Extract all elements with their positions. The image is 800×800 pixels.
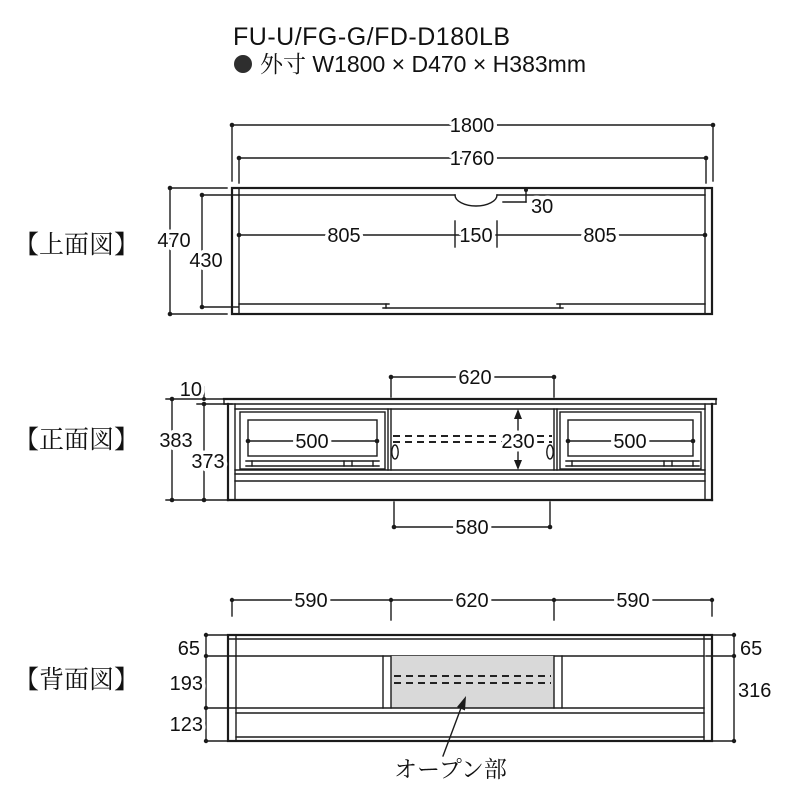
dim-text-383: 383	[159, 430, 193, 452]
dim-back-left-123	[170, 708, 227, 743]
dim-text-150: 150	[459, 225, 493, 247]
dim-text-500-right: 500	[613, 431, 647, 453]
top-view	[14, 115, 715, 316]
dim-text-230: 230	[501, 431, 535, 453]
model-number: FU-U/FG-G/FD-D180LB	[233, 23, 511, 51]
dim-text-590-left: 590	[294, 590, 328, 612]
back-view-label: 【背面図】	[14, 666, 140, 694]
back-view	[14, 590, 771, 782]
dim-opening-top-620	[389, 367, 557, 397]
dim-text-65-left: 65	[177, 638, 200, 660]
dim-text-193: 193	[169, 673, 203, 695]
right-drawer	[560, 412, 701, 469]
door-handle-left-icon	[392, 445, 398, 459]
dim-text-500-left: 500	[295, 431, 329, 453]
dim-text-430: 430	[189, 250, 223, 272]
dim-text-470: 470	[157, 230, 191, 252]
front-view	[14, 367, 716, 539]
dim-text-316: 316	[738, 680, 772, 702]
front-view-label: 【正面図】	[14, 426, 140, 454]
dim-body-height-373	[191, 402, 232, 503]
dim-text-123: 123	[169, 714, 203, 736]
dim-text-620-front: 620	[458, 367, 492, 389]
outer-dimensions-text: 外寸 W1800 × D470 × H383mm	[260, 51, 586, 77]
dim-text-620-back: 620	[455, 590, 489, 612]
back-view-body	[228, 635, 712, 741]
dim-text-590-right: 590	[616, 590, 650, 612]
dim-overall-height-383	[159, 397, 227, 503]
bullet-icon	[234, 55, 252, 73]
door-handle-right-icon	[547, 445, 553, 459]
dim-depth-430	[189, 193, 238, 310]
top-view-body	[232, 188, 712, 314]
dim-inner-width-1760	[237, 148, 709, 183]
dim-opening-bottom-580	[392, 502, 553, 539]
dim-text-373: 373	[191, 451, 225, 473]
dim-text-65-right: 65	[740, 638, 763, 660]
dim-back-widths	[230, 590, 714, 620]
dim-text-805-right: 805	[583, 225, 617, 247]
dim-text-10: 10	[179, 379, 202, 401]
dim-back-right-316	[712, 656, 771, 743]
left-drawer	[240, 412, 385, 469]
dim-text-805-left: 805	[327, 225, 361, 247]
header	[233, 23, 586, 77]
dim-top-thickness-10	[180, 379, 206, 401]
open-section-label: オープン部	[394, 756, 507, 782]
dim-text-1800: 1800	[449, 115, 495, 137]
top-view-label: 【上面図】	[14, 231, 140, 259]
dim-text-580: 580	[455, 517, 489, 539]
dim-opening-height-230	[501, 409, 534, 470]
dim-text-30: 30	[531, 196, 554, 218]
dim-back-left-193	[170, 656, 235, 710]
dim-text-1760: 1760	[449, 148, 495, 170]
